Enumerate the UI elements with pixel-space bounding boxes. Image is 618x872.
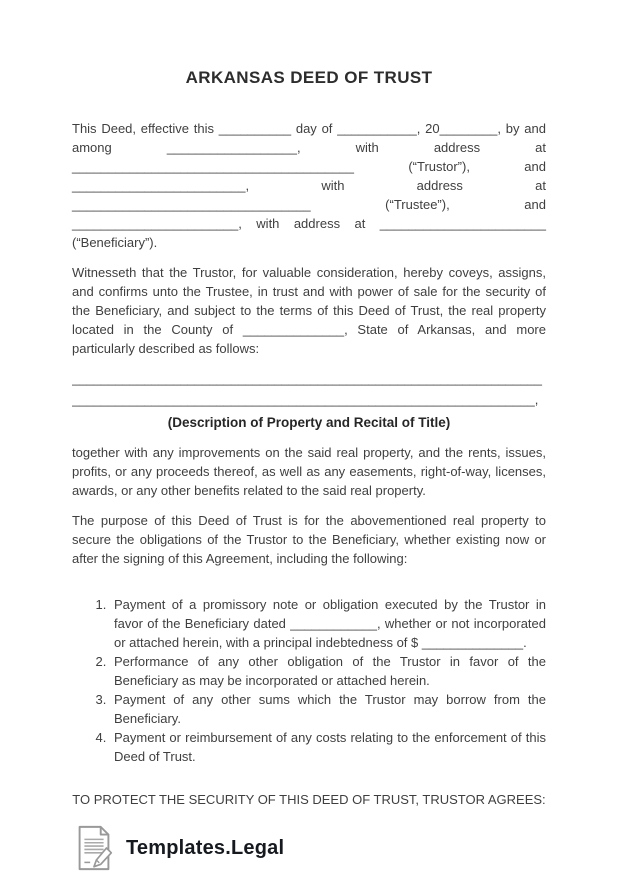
property-description-blank-line-2: ________________________________________________________________,: [72, 392, 539, 407]
purpose-clause-paragraph: The purpose of this Deed of Trust is for the abovementioned real property to secure the obligations of the Trustor to the Beneficiary, whether existing now or after the signing of this Agreement, including the following:: [72, 513, 546, 566]
witnesseth-paragraph: Witnesseth that the Trustor, for valuable consideration, hereby coveys, assigns, and confirms unto the Trustee, in trust and with power of sale for the security of the Beneficiary, and subject to the terms of this Deed of Trust, the real property located in the County of ______________, State of Arkansas, and more particularly described as follows:: [72, 265, 546, 356]
obligation-item-2: 2. Performance of any other obligation of the Trustor in favor of the Beneficiary as may be incorporated or attached herein.: [110, 652, 546, 690]
obligation-item-3: 3. Payment of any other sums which the Trustor may borrow from the Beneficiary.: [110, 690, 546, 728]
document-pen-icon: [72, 824, 116, 872]
intro-paragraph: This Deed, effective this __________ day of ___________, 20________, by and among __________________, with address at _______________________________________ (“Trustor”), and ________________________, with address at _________________________________ (“Trustee”), and _______________________, with address at _______________________ (“Beneficiary”).: [72, 121, 546, 250]
property-description-blank-line-1: _________________________________________________________________: [72, 371, 542, 386]
together-clause-paragraph: together with any improvements on the said real property, and the rents, issues, profits, or any proceeds thereof, as well as any easements, right-of-way, licenses, awards, or any other benefits related to the said real property.: [72, 445, 546, 498]
obligation-item-1: 1. Payment of a promissory note or obligation executed by the Trustor in favor of the Beneficiary dated ____________, whether or not incorporated or attached herein, with a principal indebtedness of $ ______________.: [110, 595, 546, 652]
description-heading: (Description of Property and Recital of Title): [167, 415, 451, 430]
protect-clause: TO PROTECT THE SECURITY OF THIS DEED OF TRUST, TRUSTOR AGREES:: [72, 792, 546, 807]
obligations-list: [72, 595, 546, 766]
brand-name: Templates.Legal: [126, 836, 285, 859]
document-title: ARKANSAS DEED OF TRUST: [185, 68, 433, 87]
brand-logo[interactable]: [72, 824, 284, 872]
obligation-item-4: 4. Payment or reimbursement of any costs relating to the enforcement of this Deed of Trust.: [110, 728, 546, 766]
